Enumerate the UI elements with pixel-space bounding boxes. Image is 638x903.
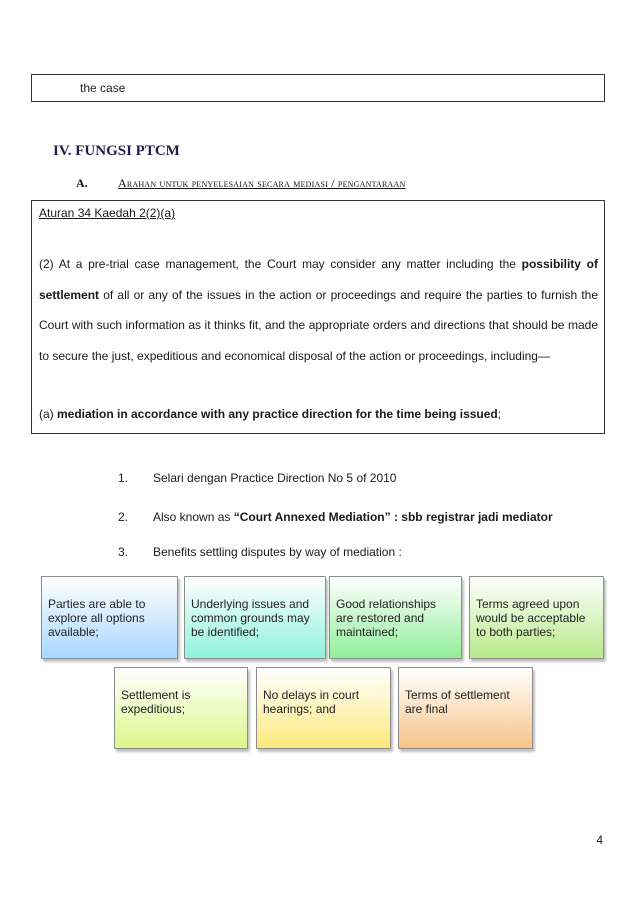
benefit-text: Terms agreed upon would be acceptable to both parties; (476, 597, 586, 639)
rule-item-a (39, 407, 501, 421)
list-number: 3. (118, 545, 129, 559)
benefit-card (41, 576, 178, 659)
rule-para-bold: possibility of settlement (39, 257, 598, 302)
rule-paragraph (39, 249, 598, 371)
list-text: Also known as “Court Annexed Mediation” : sbb registrar jadi mediator (153, 510, 553, 524)
benefit-card (398, 667, 533, 749)
subsection-title: Arahan untuk penyelesaian secara mediasi / pengantaraan (118, 176, 406, 190)
benefit-text: Good relationships are restored and maintained; (336, 597, 437, 639)
benefit-card (329, 576, 462, 659)
subsection-heading (76, 176, 405, 191)
rule-item-suffix: ; (497, 407, 502, 421)
rule-para-suffix: of all or any of the issues in the action or proceedings and require the parties to furnish the Court with such information as it thinks fit, and the appropriate orders and directions that should be made to secure the just, expeditious and economical disposal of the action or proceedings, including— (39, 287, 598, 363)
benefit-text: Parties are able to explore all options available; (48, 597, 146, 639)
rule-box (31, 200, 605, 434)
section-heading: IV. FUNGSI PTCM (53, 143, 180, 159)
continuation-box (31, 74, 605, 102)
list-text: Benefits settling disputes by way of mediation : (153, 545, 402, 559)
subsection-letter: A. (76, 176, 88, 190)
benefit-text: No delays in court hearings; and (263, 688, 360, 716)
list-text: Selari dengan Practice Direction No 5 of 2010 (153, 471, 397, 485)
rule-item-bold: mediation in accordance with any practice direction for the time being issued (57, 407, 498, 421)
rule-para-prefix: (2) At a pre-trial case management, the Court may consider any matter including the (39, 257, 522, 271)
benefit-card (469, 576, 604, 659)
rule-item-prefix: (a) (39, 407, 57, 421)
list-number: 1. (118, 471, 129, 485)
benefit-card (114, 667, 248, 749)
continuation-text: the case (80, 81, 126, 95)
benefit-card (184, 576, 326, 659)
benefit-text: Settlement is expeditious; (121, 688, 191, 716)
rule-reference: Aturan 34 Kaedah 2(2)(a) (39, 206, 176, 220)
list-number: 2. (118, 510, 129, 524)
benefit-card (256, 667, 391, 749)
benefit-text: Terms of settlement are final (405, 688, 510, 716)
page-number: 4 (596, 833, 603, 847)
benefit-text: Underlying issues and common grounds may be identified; (191, 597, 310, 639)
